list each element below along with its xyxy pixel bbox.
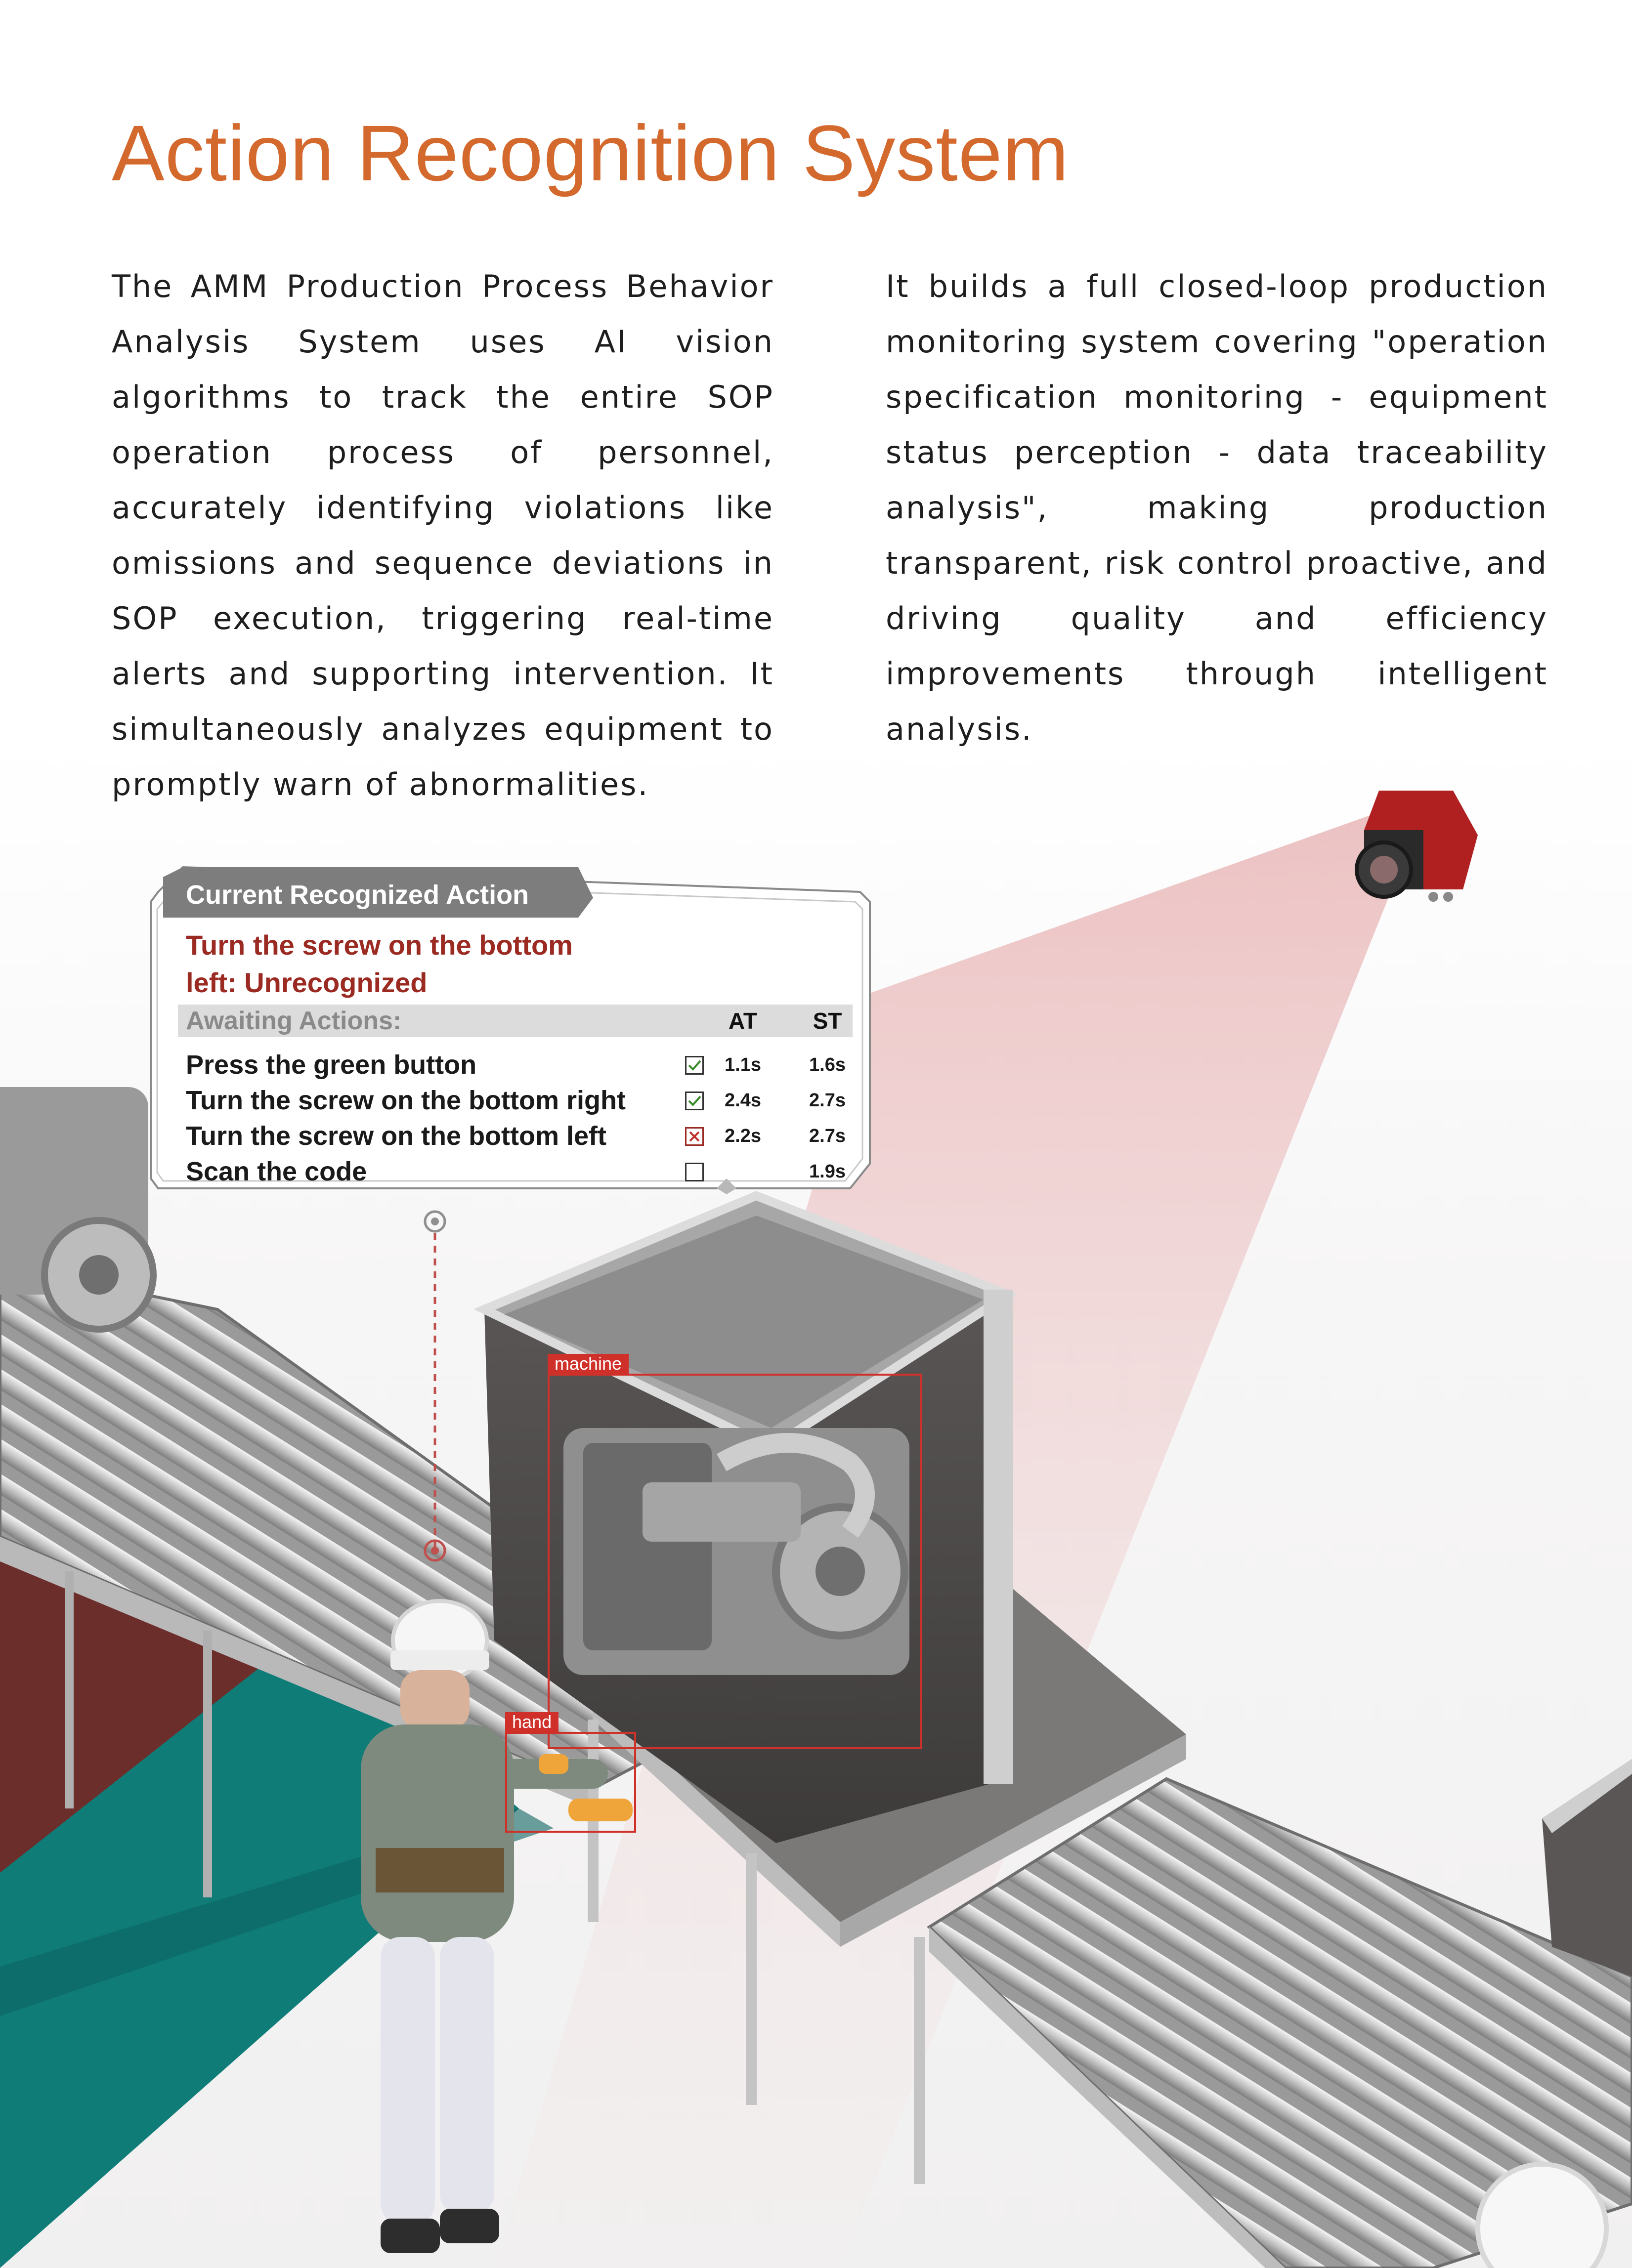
action-row <box>186 1047 868 1083</box>
page-title: Action Recognition System <box>112 109 1070 197</box>
empty-checkbox-icon <box>685 1163 704 1181</box>
intro-paragraph-left: The AMM Production Process Behavior Analysis System uses AI vision algorithms to track the entire SOP operation process of personnel, accurately identifying violations like omissions and sequence deviations in SOP execution, triggering real-time alerts and supporting intervention. It simultaneously analyzes equipment to promptly warn of abnormalities. <box>112 268 774 802</box>
column-header-at: AT <box>729 1008 757 1034</box>
column-header-st: ST <box>813 1008 842 1034</box>
action-at-time: 2.2s <box>725 1126 761 1146</box>
action-st-time: 2.7s <box>809 1090 846 1111</box>
panel-header: Current Recognized Action <box>186 880 529 910</box>
action-row <box>186 1154 868 1189</box>
current-action-status: Turn the screw on the bottom left: Unrecognized <box>186 929 573 998</box>
action-row <box>186 1118 868 1154</box>
left-engine <box>0 1087 153 1329</box>
intro-paragraph-right: It builds a full closed-loop production monitoring system covering "operation specification monitoring - equipment status perception - data traceability analysis", making production transparent, risk control proactive, and driving quality and efficiency improvements through intelligent analysis. <box>886 268 1548 747</box>
action-row <box>186 1083 868 1118</box>
action-label: Press the green button <box>186 1050 477 1080</box>
machine-detection-label: machine <box>548 1354 629 1374</box>
hand-detection-label: hand <box>505 1712 558 1732</box>
action-label: Turn the screw on the bottom right <box>186 1086 626 1115</box>
awaiting-actions-label: Awaiting Actions: <box>186 1007 402 1035</box>
hand-detection-box <box>505 1732 636 1833</box>
check-icon <box>685 1092 704 1110</box>
ceiling-camera <box>1357 791 1478 902</box>
machine-detection-box <box>548 1374 922 1749</box>
cross-icon <box>685 1127 704 1146</box>
action-st-time: 2.7s <box>809 1126 846 1146</box>
recognized-action-panel <box>148 862 872 1208</box>
action-label: Scan the code <box>186 1157 367 1186</box>
action-at-time: 1.1s <box>725 1054 761 1075</box>
action-st-time: 1.6s <box>809 1054 846 1075</box>
action-label: Turn the screw on the bottom left <box>186 1121 607 1151</box>
action-at-time: 2.4s <box>725 1090 761 1111</box>
action-st-time: 1.9s <box>809 1161 846 1182</box>
check-icon <box>685 1056 704 1075</box>
